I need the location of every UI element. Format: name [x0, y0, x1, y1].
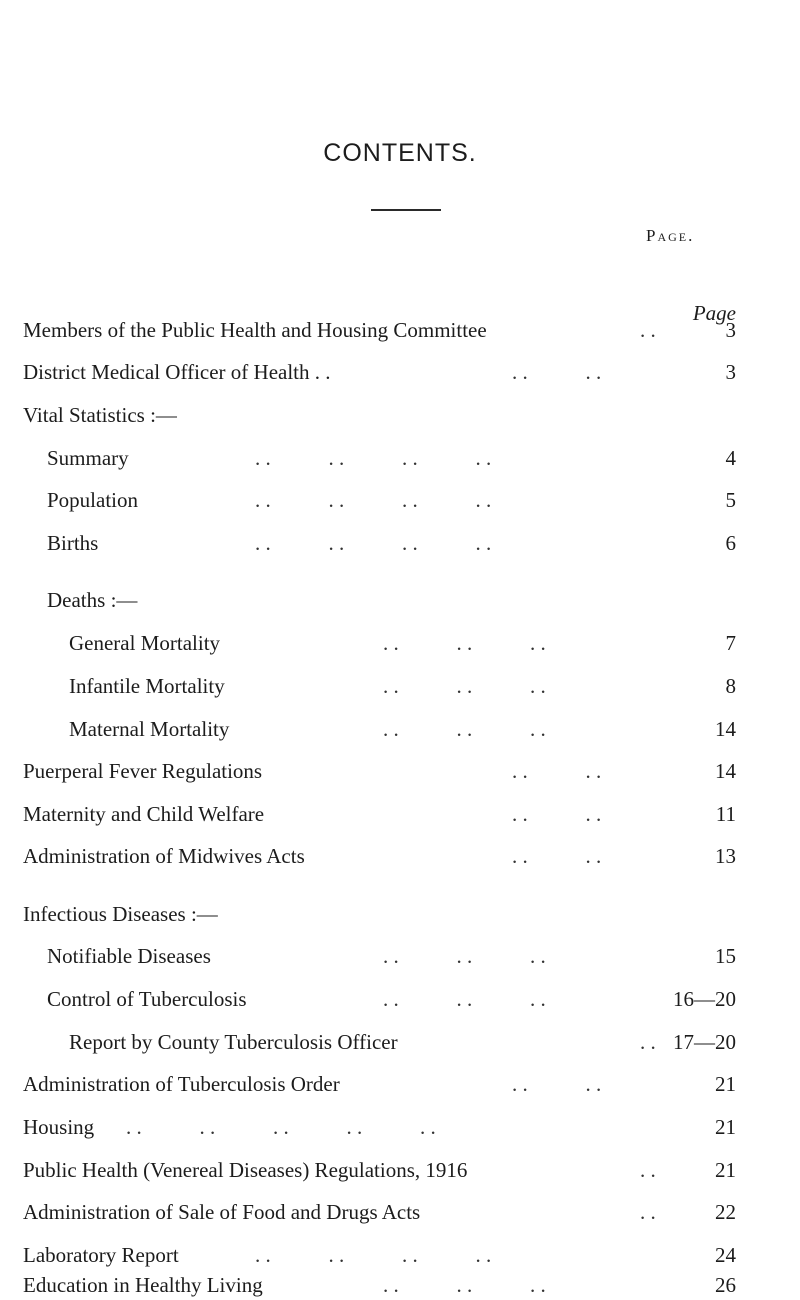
toc-entry-page: 14: [715, 717, 736, 741]
toc-entry-page: 26: [715, 1273, 736, 1297]
toc-leader-dots: . . . .: [512, 1072, 602, 1096]
toc-leader-dots: . . . . . . . .: [255, 531, 492, 555]
toc-entry-page: 21: [715, 1158, 736, 1182]
toc-entry-page: 24: [715, 1243, 736, 1267]
toc-leader-dots: . .: [640, 1030, 656, 1054]
toc-entry-label: Housing: [23, 1115, 95, 1139]
toc-entry[interactable]: [0, 1155, 800, 1185]
toc-entry-label: Report by County Tuberculosis Officer: [69, 1030, 398, 1054]
toc-leader-dots: . . . . . . . .: [255, 488, 492, 512]
toc-entry-label: Administration of Tuberculosis Order: [23, 1072, 340, 1096]
toc-entry[interactable]: [0, 714, 800, 744]
toc-entry-label: Maternal Mortality: [69, 717, 230, 741]
toc-entry-page: 8: [725, 674, 736, 698]
toc-entry-page: 3: [725, 318, 736, 342]
toc-leader-dots: . . . .: [512, 759, 602, 783]
toc-entry[interactable]: [0, 1197, 800, 1227]
toc-leader-dots: . .: [640, 1158, 656, 1182]
toc-entry-page: 14: [715, 759, 736, 783]
toc-section-heading: [0, 899, 800, 929]
toc-entry-label: Laboratory Report: [23, 1243, 179, 1267]
toc-leader-dots: . . . . . .: [383, 987, 546, 1011]
toc-entry-label: Administration of Midwives Acts: [23, 844, 305, 868]
toc-entry[interactable]: [0, 528, 800, 558]
toc-leader-dots: . . . . . .: [383, 674, 546, 698]
toc-entry[interactable]: [0, 671, 800, 701]
page-title: CONTENTS.: [323, 139, 477, 167]
toc-entry[interactable]: [0, 1069, 800, 1099]
toc-leader-dots: . . . . . .: [383, 944, 546, 968]
toc-entry[interactable]: [0, 941, 800, 971]
toc-entry-label: Education in Healthy Living: [23, 1273, 263, 1297]
toc-entry-page: 13: [715, 844, 736, 868]
toc-leader-dots: . . . . . . . . . .: [126, 1115, 436, 1139]
toc-entry-page: 22: [715, 1200, 736, 1224]
toc-entry-label: Puerperal Fever Regulations: [23, 759, 263, 783]
toc-entry-label: Control of Tuberculosis: [47, 987, 247, 1011]
toc-leader-dots: . . . . . .: [383, 1273, 546, 1297]
toc-leader-dots: . . . . . . . .: [255, 446, 492, 470]
toc-entry-label: Public Health (Venereal Diseases) Regulations, 1916: [23, 1158, 468, 1182]
toc-leader-dots: . . . .: [512, 844, 602, 868]
toc-entry[interactable]: [0, 357, 800, 387]
toc-section-heading: [0, 400, 800, 430]
toc-entry[interactable]: [0, 443, 800, 473]
toc-entry[interactable]: [0, 841, 800, 871]
toc-entry-page: 17—20: [673, 1030, 736, 1054]
toc-leader-dots: . . . . . .: [383, 631, 546, 655]
toc-entry-label: Members of the Public Health and Housing Committee: [23, 318, 487, 342]
toc-entry-page: 3: [725, 360, 736, 384]
toc-section-heading: [0, 585, 800, 615]
toc-entry-label: Deaths :—: [47, 588, 138, 612]
toc-entry-page: 15: [715, 944, 736, 968]
toc-entry[interactable]: [0, 1112, 800, 1142]
toc-entry[interactable]: [0, 1027, 800, 1057]
toc-entry-label: Population: [47, 488, 139, 512]
toc-leader-dots: . . . .: [512, 360, 602, 384]
toc-entry-page: 11: [715, 802, 736, 826]
toc-leader-dots: . .: [640, 318, 656, 342]
toc-entry[interactable]: [0, 799, 800, 829]
toc-entry[interactable]: [0, 485, 800, 515]
toc-entry-label: District Medical Officer of Health . .: [23, 360, 331, 384]
toc-entry-label: Infectious Diseases :—: [23, 902, 218, 926]
toc-leader-dots: . . . .: [512, 802, 602, 826]
toc-entry-label: Vital Statistics :—: [23, 403, 177, 427]
toc-entry-page: 21: [715, 1072, 736, 1096]
toc-entry[interactable]: [0, 1240, 800, 1270]
page-column-label: Page: [692, 301, 736, 325]
toc-entry-label: Infantile Mortality: [69, 674, 225, 698]
toc-entry-page: 7: [725, 631, 736, 655]
toc-leader-dots: . . . . . .: [383, 717, 546, 741]
toc-entry-page: 21: [715, 1115, 736, 1139]
toc-entry[interactable]: [0, 628, 800, 658]
toc-entry-label: Notifiable Diseases: [47, 944, 211, 968]
toc-entry[interactable]: [0, 1270, 800, 1300]
toc-entry[interactable]: [0, 756, 800, 786]
toc-entry[interactable]: [0, 315, 800, 345]
toc-entry-page: 16—20: [673, 987, 736, 1011]
toc-leader-dots: . . . . . . . .: [255, 1243, 492, 1267]
toc-entry-label: General Mortality: [69, 631, 221, 655]
toc-entry-label: Births: [47, 531, 99, 555]
toc-entry-label: Summary: [47, 446, 129, 470]
toc-entry-page: 5: [725, 488, 736, 512]
toc-entry[interactable]: [0, 984, 800, 1014]
page-column-header: Page.: [646, 226, 695, 245]
toc-entry-page: 6: [725, 531, 736, 555]
toc-leader-dots: . .: [640, 1200, 656, 1224]
toc-entry-page: 4: [725, 446, 736, 470]
toc-entry-label: Maternity and Child Welfare: [23, 802, 265, 826]
title-divider: [371, 209, 441, 211]
toc-entry-label: Administration of Sale of Food and Drugs Acts: [23, 1200, 421, 1224]
